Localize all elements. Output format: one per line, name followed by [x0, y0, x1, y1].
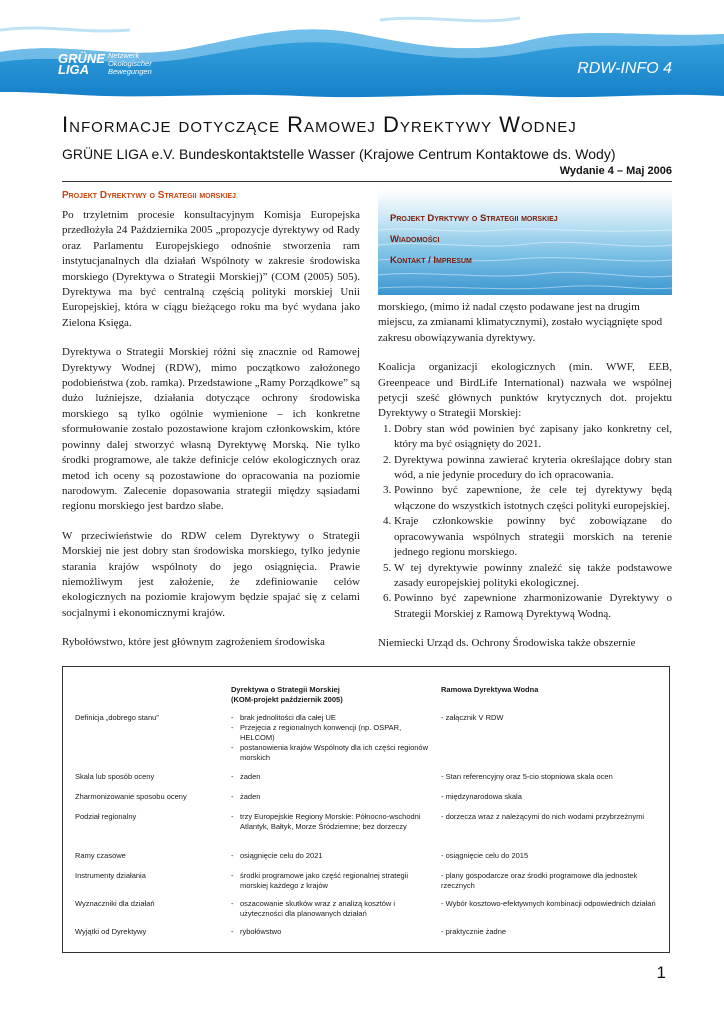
row-wfd-cell: - praktycznie żadne	[441, 927, 507, 936]
contents-box	[378, 190, 672, 295]
list-item: 4. Kraje członkowskie powinny być zobowiązane do opracowywania wspólnych strategii morskich na terenie jednego regionu morskiego.	[394, 514, 672, 560]
bullet-item: - żaden	[231, 772, 261, 781]
row-wfd-cell: - plany gospodarcze oraz środki programowe dla jednostek rzecznych	[441, 871, 638, 890]
edition-date: Wydanie 4 – Maj 2006	[559, 165, 672, 177]
bullet-item: - oszacowanie skutków wraz z analizą kosztów i użyteczności dla planowanych działań	[231, 899, 396, 918]
paragraph: Niemiecki Urząd ds. Ochrony Środowiska także obszernie	[378, 637, 636, 650]
table-header-msd	[231, 685, 431, 705]
row-msd-cell	[231, 851, 431, 861]
bullet-text: rybołówstwo	[240, 927, 282, 936]
row-label: Instrumenty działania	[75, 871, 146, 880]
paragraph: W przeciwieństwie do RDW celem Dyrektywy o Strategii Morskiej nie jest dobry stan środowiska morskiego, tylko jedynie starania krajów wspólnoty do jego osiągnięcia. Prawie niemożliwym jest założenie, że zdefiniowanie celów ekologicznych na poziomie krajowym będzie spajać się z celami socjalnymi i ekonomicznymi krajów.	[62, 529, 360, 619]
page-number: 1	[656, 963, 666, 982]
paragraph: morskiego, (mimo iż nadal często podawane jest na drugim miejscu, za zmianami klimatycznymi), zostało wyciągnięte spod zakresu obowiązywania dyrektywy.	[378, 301, 663, 344]
row-msd-cell	[231, 812, 431, 832]
contents-list	[390, 208, 558, 271]
row-label: Skala lub sposób oceny	[75, 772, 155, 781]
bullet-item: - Przejęcia z regionalnych konwencji (np. OSPAR, HELCOM)	[231, 723, 402, 742]
logo-text-liga: LIGA	[58, 62, 90, 77]
table-header-line: (KOM-projekt październik 2005)	[231, 695, 343, 704]
row-msd-cell	[231, 899, 431, 919]
row-wfd-cell: - osiągnięcie celu do 2015	[441, 851, 529, 860]
gruene-liga-logo	[58, 52, 152, 76]
section-heading: Projekt Dyrektywy o Strategii morskiej	[62, 190, 236, 201]
list-item: 2. Dyrektywa powinna zawierać kryteria określające dobry stan wód, a nie jedynie procedury do ich opracowania.	[394, 453, 672, 484]
row-label: Definicja „dobrego stanu”	[75, 713, 159, 722]
bullet-item: - postanowienia krajów Wspólnoty dla ich części regionów morskich	[231, 743, 429, 762]
issue-label: RDW-INFO 4	[577, 60, 672, 77]
bullet-text: środki programowe jako część regionalnej strategii morskiej każdego z krajów	[240, 871, 408, 890]
contents-item: Kontakt / Impresum	[390, 255, 472, 266]
comparison-table	[62, 666, 670, 953]
row-wfd-cell: - załącznik V RDW	[441, 713, 504, 722]
bullet-text: żaden	[240, 792, 261, 801]
row-label: Wyznaczniki dla działań	[75, 899, 155, 908]
row-wfd-cell: - Wybór kosztowo-efektywnych kombinacji odpowiednich działań	[441, 899, 656, 908]
bullet-item: - osiągnięcie celu do 2021	[231, 851, 323, 860]
header-divider	[62, 181, 672, 182]
bullet-item: - rybołówstwo	[231, 927, 282, 936]
bullet-item: - środki programowe jako część regionalnej strategii morskiej każdego z krajów	[231, 871, 408, 890]
row-wfd-cell: - dorzecza wraz z należącymi do nich wodami przybrzeżnymi	[441, 812, 644, 821]
paragraph: Koalicja organizacji ekologicznych (min. WWF, EEB, Greenpeace und BirdLife International) nazwała we wspólnej petycji sześć głównych punktów krytycznych dot. projektu Dyrektywy o Strategii Morskiej:	[378, 361, 672, 420]
contents-item: Projekt Dyrktywy o Strategii morskiej	[390, 213, 558, 224]
table-header-line: Dyrektywa o Strategii Morskiej	[231, 685, 340, 694]
logo-sub-line-1: Netzwerk	[107, 51, 140, 60]
page-subtitle: GRÜNE LIGA e.V. Bundeskontaktstelle Wasser (Krajowe Centrum Kontaktowe ds. Wody)	[62, 146, 616, 162]
row-msd-cell	[231, 713, 431, 763]
bullet-item: - brak jednolitości dla całej UE	[231, 713, 336, 722]
row-wfd-cell: - międzynarodowa skala	[441, 792, 522, 801]
row-label: Ramy czasowe	[75, 851, 126, 860]
list-item: 3. Powinno być zapewnione, że cele tej dyrektywy będą włączone do wszystkich istotnych części polityki europejskiej.	[394, 483, 672, 514]
logo-text-gruene: GRÜNE	[58, 51, 105, 66]
row-msd-cell	[231, 927, 431, 937]
page-title: Informacje dotyczące Ramowej Dyrektywy Wodnej	[62, 112, 577, 137]
critical-points-list	[378, 422, 672, 622]
row-wfd-cell: - Stan referencyjny oraz 5-cio stopniowa skala ocen	[441, 772, 613, 781]
list-item: 5. W tej dyrektywie powinny znaleźć się także podstawowe zasady europejskiej polityki ekologicznej.	[394, 561, 672, 592]
row-msd-cell	[231, 772, 431, 782]
right-text-column	[378, 300, 672, 666]
bullet-text: brak jednolitości dla całej UE	[240, 713, 336, 722]
bullet-text: osiągnięcie celu do 2021	[240, 851, 323, 860]
contents-item: Wiadomości	[390, 234, 440, 245]
bullet-text: oszacowanie skutków wraz z analizą kosztów i użyteczności dla planowanych działań	[240, 899, 396, 918]
left-text-column	[62, 208, 360, 665]
list-item: 1. Dobry stan wód powinien być zapisany jako konkretny cel, który ma być osiągnięty do 2021.	[394, 422, 672, 453]
bullet-item: - żaden	[231, 792, 261, 801]
paragraph: Dyrektywa o Strategii Morskiej różni się znacznie od Ramowej Dyrektywy Wodnej (RDW), mimo początkowo założonego podobieństwa (zob. ramka). Przedstawione „Ramy Porządkowe” są dużo luźniejsze, działania dotyczące ochrony środowiska morskiego są tylko ogólnie wymienione – ich konkretne sformułowanie zostało pozostawione krajom członkowskim, które powinny dalej stworzyć własną Dyrektywę Morską. Nie tylko środki programowe, ale także definicje celów ekologicznych oraz metod ich oceny są pozostawione do opracowania na poziomie narodowym. Zalecenie dopasowania strategii między sąsiadami regionu morskiego jest bardzo słabe.	[62, 346, 360, 513]
paragraph: Po trzyletnim procesie konsultacyjnym Komisja Europejska przedłożyła 24 Października 2005 „propozycje dyrektywy od Rady oraz Parlamentu Europejskiego odnośnie stworzenia ram instytucjanalnych dla działań Wspólnoty w zakresie środowiska morskiego (Dyrektywa o Strategii Morskiej)” (COM (2005) 505). Dyrektywa ma być centralną częścią polityki morskiej Unii Europejskiej, która w ciągu bieżącego roku ma być wydana jako Zielona Księga.	[62, 209, 360, 329]
bullet-text: postanowienia krajów Wspólnoty dla ich części regionów morskich	[240, 743, 429, 762]
logo-sub-line-2: Ökologischer	[107, 59, 152, 68]
logo-sub-line-3: Bewegungen	[107, 67, 152, 76]
row-label: Wyjątki od Dyrektywy	[75, 927, 147, 936]
bullet-text: Przejęcia z regionalnych konwencji (np. OSPAR, HELCOM)	[240, 723, 402, 742]
row-label: Zharmonizowanie sposobu oceny	[75, 792, 187, 801]
row-label: Podział regionalny	[75, 812, 137, 821]
list-item: 6. Powinno być zapewnione zharmonizowanie Dyrektywy o Strategii Morskiej z Ramową Dyrektywą Wodną.	[394, 591, 672, 622]
table-header-wfd: Ramowa Dyrektywa Wodna	[441, 685, 539, 694]
row-msd-cell	[231, 871, 431, 891]
bullet-item: - trzy Europejskie Regiony Morskie: Północno-wschodni Atlantyk, Bałtyk, Morze Śródziemne; bez dorzeczy	[231, 812, 421, 831]
bullet-text: trzy Europejskie Regiony Morskie: Północno-wschodni Atlantyk, Bałtyk, Morze Śródziemne; bez dorzeczy	[240, 812, 421, 831]
paragraph: Rybołówstwo, które jest głównym zagrożeniem środowiska	[62, 636, 325, 649]
bullet-text: żaden	[240, 772, 261, 781]
row-msd-cell	[231, 792, 431, 802]
